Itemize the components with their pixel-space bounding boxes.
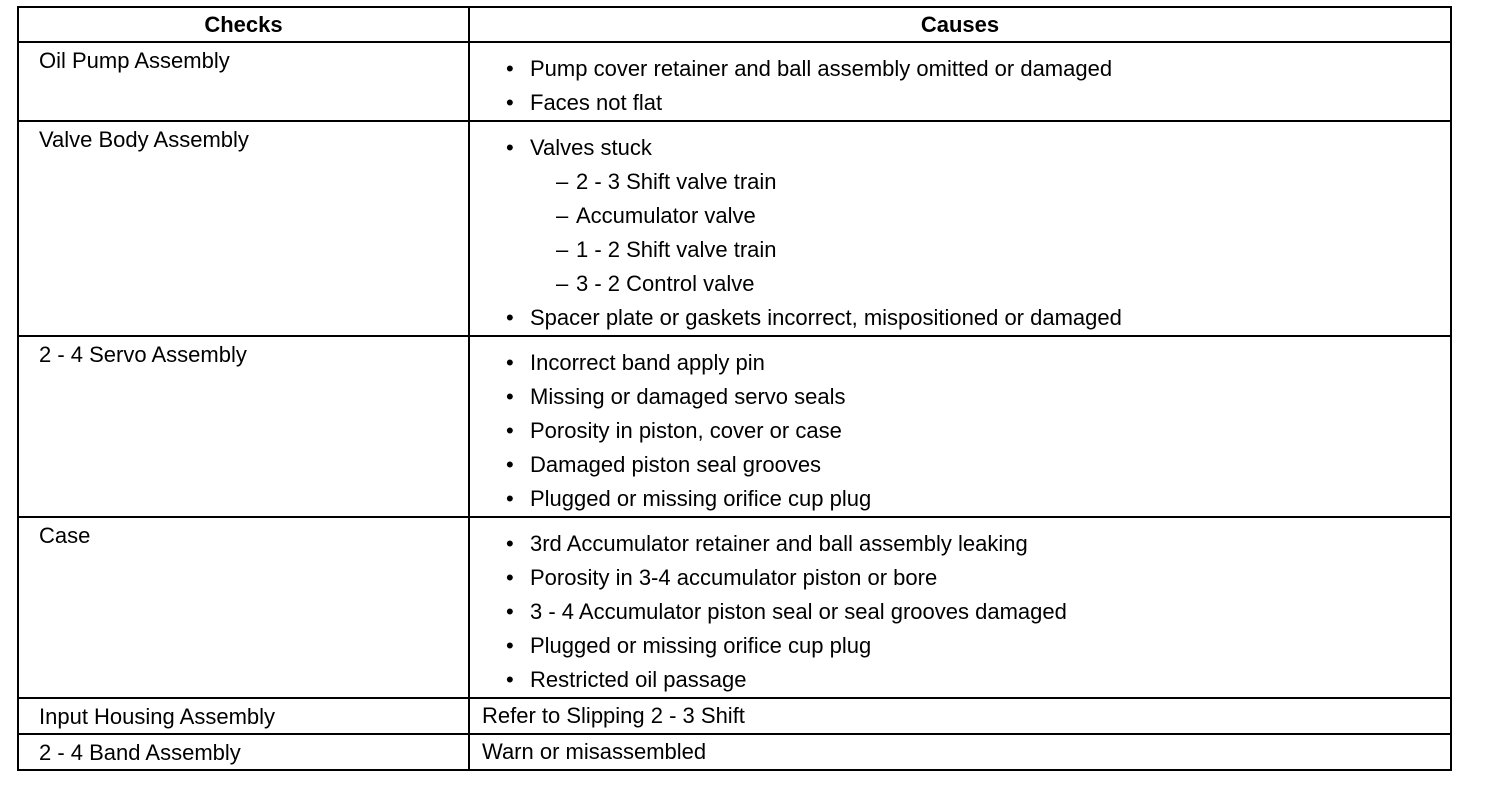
check-cell: Valve Body Assembly	[18, 121, 469, 336]
dash-icon: –	[556, 237, 569, 262]
list-item	[470, 561, 1450, 595]
cause-list	[470, 131, 1450, 335]
bullet-icon: •	[506, 667, 514, 692]
header-row	[18, 7, 1451, 42]
sub-list-item	[470, 267, 1450, 301]
dash-icon: –	[556, 271, 569, 296]
table-row	[18, 336, 1451, 517]
cause-text: Porosity in 3-4 accumulator piston or bore	[530, 565, 938, 590]
cause-text: 3rd Accumulator retainer and ball assembly leaking	[530, 531, 1028, 556]
sub-list-item	[470, 199, 1450, 233]
list-item	[470, 448, 1450, 482]
cause-list	[470, 527, 1450, 697]
cause-text: Missing or damaged servo seals	[530, 384, 846, 409]
check-cell: 2 - 4 Servo Assembly	[18, 336, 469, 517]
list-item	[470, 527, 1450, 561]
bullet-icon: •	[506, 531, 514, 556]
bullet-icon: •	[506, 384, 514, 409]
bullet-icon: •	[506, 599, 514, 624]
list-item	[470, 414, 1450, 448]
cause-text: Porosity in piston, cover or case	[530, 418, 842, 443]
bullet-icon: •	[506, 486, 514, 511]
sub-list-item	[470, 165, 1450, 199]
list-item	[470, 52, 1450, 86]
bullet-icon: •	[506, 90, 514, 115]
cause-cell	[469, 121, 1451, 336]
cause-cell	[469, 336, 1451, 517]
dash-icon: –	[556, 203, 569, 228]
list-item	[470, 380, 1450, 414]
table-row	[18, 517, 1451, 698]
sub-cause-text: 1 - 2 Shift valve train	[576, 237, 777, 262]
sub-cause-text: 3 - 2 Control valve	[576, 271, 755, 296]
table-body	[18, 42, 1451, 770]
list-item	[470, 86, 1450, 120]
cause-text: Spacer plate or gaskets incorrect, mispositioned or damaged	[530, 305, 1122, 330]
bullet-icon: •	[506, 350, 514, 375]
bullet-icon: •	[506, 305, 514, 330]
cause-text: Incorrect band apply pin	[530, 350, 765, 375]
list-item	[470, 131, 1450, 165]
cause-text: Faces not flat	[530, 90, 663, 115]
cause-text: Valves stuck	[530, 135, 652, 160]
sub-cause-text: 2 - 3 Shift valve train	[576, 169, 777, 194]
bullet-icon: •	[506, 418, 514, 443]
list-item	[470, 595, 1450, 629]
list-item	[470, 301, 1450, 335]
header-checks: Checks	[18, 7, 469, 42]
cause-cell: Refer to Slipping 2 - 3 Shift	[469, 698, 1451, 734]
bullet-icon: •	[506, 633, 514, 658]
bullet-icon: •	[506, 565, 514, 590]
cause-cell	[469, 42, 1451, 121]
bullet-icon: •	[506, 56, 514, 81]
cause-text: Pump cover retainer and ball assembly omitted or damaged	[530, 56, 1113, 81]
cause-text: Restricted oil passage	[530, 667, 747, 692]
table-row	[18, 734, 1451, 770]
list-item	[470, 482, 1450, 516]
cause-list	[470, 346, 1450, 516]
check-cell: Input Housing Assembly	[18, 698, 469, 734]
cause-text: Damaged piston seal grooves	[530, 452, 822, 477]
cause-text: 3 - 4 Accumulator piston seal or seal grooves damaged	[530, 599, 1067, 624]
bullet-icon: •	[506, 135, 514, 160]
check-cell: Oil Pump Assembly	[18, 42, 469, 121]
bullet-icon: •	[506, 452, 514, 477]
cause-list	[470, 52, 1450, 120]
table-row	[18, 698, 1451, 734]
cause-cell: Warn or misassembled	[469, 734, 1451, 770]
check-cell: 2 - 4 Band Assembly	[18, 734, 469, 770]
cause-text: Plugged or missing orifice cup plug	[530, 633, 872, 658]
cause-cell	[469, 517, 1451, 698]
list-item	[470, 629, 1450, 663]
header-causes: Causes	[469, 7, 1451, 42]
table-row	[18, 42, 1451, 121]
sub-list-item	[470, 233, 1450, 267]
dash-icon: –	[556, 169, 569, 194]
table-row	[18, 121, 1451, 336]
list-item	[470, 663, 1450, 697]
sub-cause-text: Accumulator valve	[576, 203, 756, 228]
list-item	[470, 346, 1450, 380]
check-cell: Case	[18, 517, 469, 698]
cause-text: Plugged or missing orifice cup plug	[530, 486, 872, 511]
diagnosis-table	[17, 6, 1452, 771]
